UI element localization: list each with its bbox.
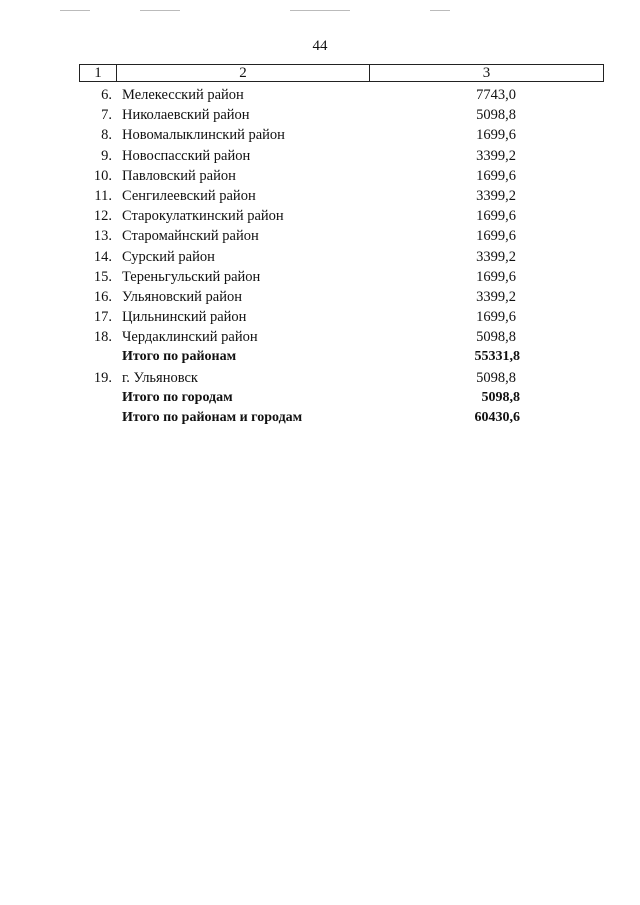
row-number: 15. bbox=[93, 268, 112, 285]
row-value: 1699,6 bbox=[476, 309, 516, 326]
row-value: 3399,2 bbox=[476, 147, 516, 164]
row-number: 14. bbox=[93, 248, 112, 265]
row-value: 5098,8 bbox=[476, 107, 516, 124]
row-number: 18. bbox=[93, 329, 112, 346]
row-name: Старомайнский район bbox=[122, 228, 259, 245]
table-body bbox=[0, 85, 640, 428]
scan-artifact bbox=[430, 10, 450, 11]
row-name: Ульяновский район bbox=[122, 288, 243, 305]
row-number: 17. bbox=[93, 309, 112, 326]
row-name: Сурский район bbox=[122, 248, 215, 265]
scan-artifact bbox=[140, 10, 180, 11]
row-number: 8. bbox=[101, 127, 112, 144]
row-value: 1699,6 bbox=[476, 127, 516, 144]
scan-artifact bbox=[290, 10, 350, 11]
table-header bbox=[79, 64, 604, 82]
scan-artifact bbox=[60, 10, 90, 11]
table-row bbox=[0, 186, 640, 206]
row-number: 19. bbox=[93, 369, 112, 386]
row-name: Павловский район bbox=[122, 167, 236, 184]
row-value: 5098,8 bbox=[476, 329, 516, 346]
column-header-2: 2 bbox=[117, 65, 370, 81]
row-value: 1699,6 bbox=[476, 228, 516, 245]
table-row bbox=[0, 166, 640, 186]
column-header-3: 3 bbox=[482, 65, 491, 81]
table-row bbox=[0, 125, 640, 145]
row-number: 12. bbox=[93, 208, 112, 225]
row-value: 7743,0 bbox=[476, 87, 516, 103]
table-row bbox=[0, 146, 640, 166]
row-name: Итого по районам bbox=[122, 349, 237, 365]
row-value: 55331,8 bbox=[474, 349, 520, 365]
row-value: 3399,2 bbox=[476, 187, 516, 204]
row-value: 3399,2 bbox=[476, 248, 516, 265]
table-row bbox=[0, 85, 640, 105]
table-row bbox=[0, 247, 640, 267]
row-number: 13. bbox=[93, 228, 112, 245]
row-value: 5098,8 bbox=[481, 389, 520, 405]
row-name: Итого по городам bbox=[122, 389, 233, 405]
table-row bbox=[0, 206, 640, 226]
row-number: 7. bbox=[101, 107, 112, 124]
total-row bbox=[0, 388, 640, 408]
table-row bbox=[0, 327, 640, 347]
row-name: Тереньгульский район bbox=[122, 268, 261, 285]
total-row bbox=[0, 347, 640, 367]
row-name: Новомалыклинский район bbox=[122, 127, 285, 144]
row-value: 60430,6 bbox=[474, 410, 520, 425]
row-value: 5098,8 bbox=[476, 369, 516, 386]
table-row bbox=[0, 368, 640, 388]
row-value: 1699,6 bbox=[476, 268, 516, 285]
row-name: г. Ульяновск bbox=[122, 369, 198, 386]
total-row bbox=[0, 408, 640, 428]
row-number: 9. bbox=[101, 147, 112, 164]
column-header-1: 1 bbox=[80, 65, 117, 81]
row-name: Новоспасский район bbox=[122, 147, 251, 164]
row-value: 3399,2 bbox=[476, 288, 516, 305]
row-name: Мелекесский район bbox=[122, 87, 244, 103]
row-value: 1699,6 bbox=[476, 208, 516, 225]
row-name: Николаевский район bbox=[122, 107, 250, 124]
row-name: Итого по районам и городам bbox=[122, 410, 303, 425]
table-row bbox=[0, 307, 640, 327]
table-row bbox=[0, 267, 640, 287]
row-number: 6. bbox=[101, 87, 112, 103]
row-number: 11. bbox=[94, 187, 112, 204]
table-row bbox=[0, 105, 640, 125]
row-name: Сенгилеевский район bbox=[122, 187, 256, 204]
row-number: 16. bbox=[93, 288, 112, 305]
row-value: 1699,6 bbox=[476, 167, 516, 184]
row-name: Чердаклинский район bbox=[122, 329, 258, 346]
page-number: 44 bbox=[312, 38, 328, 54]
row-name: Старокулаткинский район bbox=[122, 208, 284, 225]
row-name: Цильнинский район bbox=[122, 309, 247, 326]
table-row bbox=[0, 287, 640, 307]
table-row bbox=[0, 226, 640, 246]
row-number: 10. bbox=[93, 167, 112, 184]
